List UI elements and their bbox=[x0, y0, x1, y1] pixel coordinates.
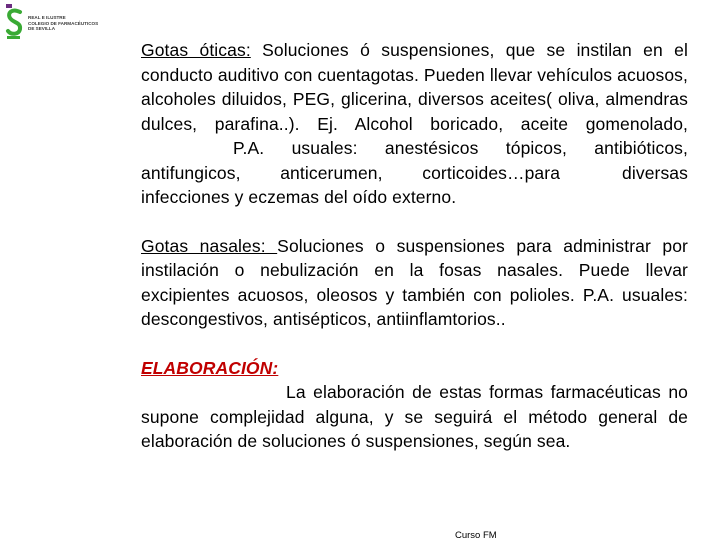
elaboracion-heading: ELABORACIÓN: bbox=[141, 357, 279, 378]
gotas-oticas-paragraph bbox=[141, 38, 688, 210]
college-name: REAL E ILUSTRE COLEGIO DE FARMACÉUTICOS DE SEVILLA bbox=[28, 15, 99, 32]
elaboracion-paragraph bbox=[141, 356, 688, 454]
footer-course-label: Curso FM bbox=[455, 530, 497, 541]
elaboracion-body: La elaboración de estas formas farmacéuticas no supone complejidad alguna, y se seguirá el método general de elaboración de soluciones ó suspensiones, según sea. bbox=[141, 382, 688, 451]
gotas-nasales-heading: Gotas nasales: bbox=[141, 235, 278, 256]
gotas-nasales-paragraph bbox=[141, 234, 688, 332]
college-emblem-icon bbox=[4, 4, 26, 40]
gotas-oticas-heading: Gotas óticas: bbox=[141, 40, 251, 60]
gotas-nasales-body: Soluciones o suspensiones para administrar por instilación o nebulización en la fosas nasales. Puede llevar excipientes acuosos, oleosos y también con polioles. P.A. usuales: descongestivos, antisépticos, antiinflamtorios.. bbox=[141, 235, 688, 329]
college-logo bbox=[4, 4, 114, 40]
gotas-oticas-body-1: Soluciones ó suspensiones, que se instilan en el conducto auditivo con cuentagotas. Pueden llevar vehículos acuosos, alcoholes diluidos, PEG, glicerina, diversos aceites( oliva, almendras dulces, parafina..). Ej. Alcohol boricado, aceite gomenolado, bbox=[141, 40, 688, 134]
main-text bbox=[141, 38, 688, 454]
gotas-oticas-body-3: diversas infecciones y eczemas del oído externo. bbox=[141, 162, 688, 207]
gotas-oticas-body-2: P.A. usuales: anestésicos tópicos, antibióticos, antifungicos, anticerumen, corticoides…para bbox=[141, 138, 688, 183]
